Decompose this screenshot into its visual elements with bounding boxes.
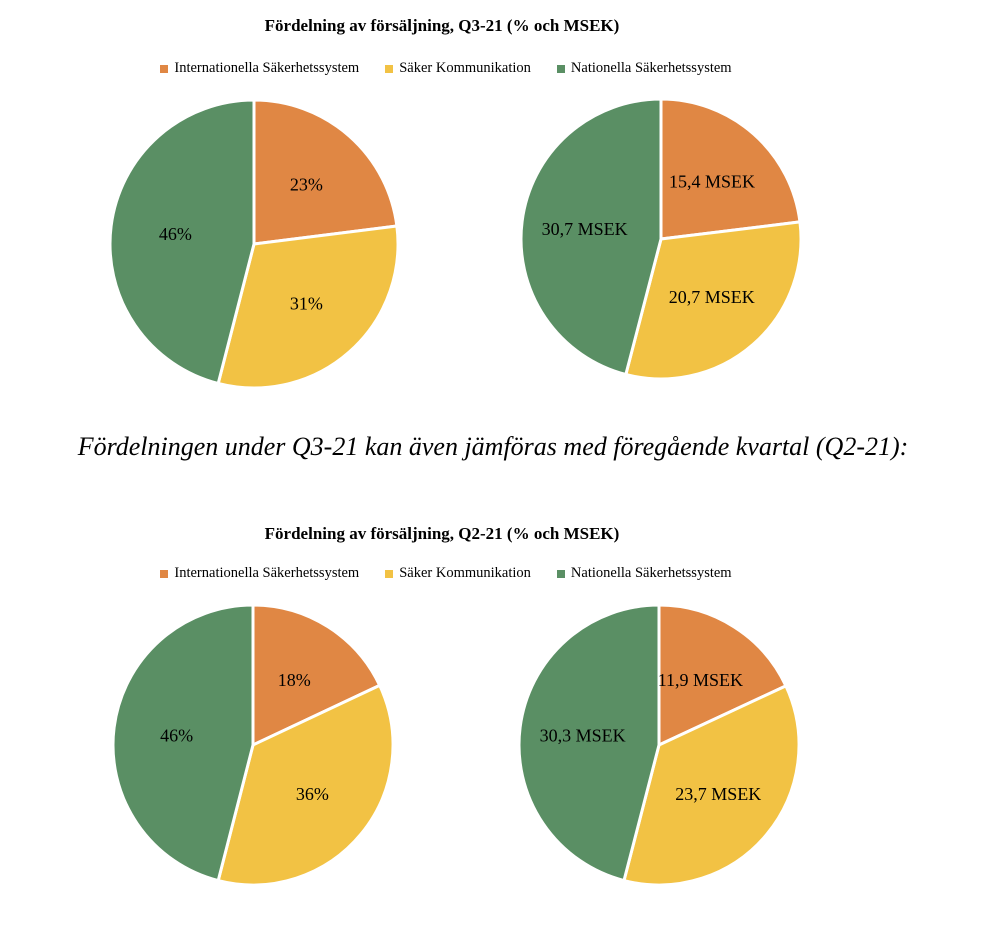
- data-label-international: 23%: [289, 174, 323, 195]
- legend-swatch-national: [557, 65, 565, 73]
- data-label-national: 30,7 MSEK: [541, 219, 628, 240]
- data-label-secure-comm: 36%: [295, 784, 329, 805]
- legend-swatch-secure-comm: [385, 65, 393, 73]
- comparison-note: Fördelningen under Q3-21 kan även jämföras med föregående kvartal (Q2-21):: [77, 432, 909, 461]
- legend-item-national: [557, 565, 732, 582]
- legend-item-national: [557, 60, 732, 77]
- pie-chart-q3-msek: [516, 94, 806, 384]
- pie-slice-international: [661, 99, 800, 239]
- legend-swatch-international: [160, 65, 168, 73]
- legend-swatch-secure-comm: [385, 570, 393, 578]
- legend-swatch-international: [160, 570, 168, 578]
- legend-label-national: Nationella Säkerhetssystem: [570, 565, 732, 581]
- pie-chart-q2-msek: [514, 600, 804, 890]
- data-label-national: 46%: [158, 224, 192, 245]
- pie-chart-q2-percent: [108, 600, 398, 890]
- legend-label-national: Nationella Säkerhetssystem: [570, 60, 732, 76]
- legend-label-secure-comm: Säker Kommunikation: [399, 60, 531, 76]
- data-label-international: 11,9 MSEK: [657, 670, 744, 691]
- chart-title-q3: Fördelning av försäljning, Q3-21 (% och MSEK): [264, 16, 620, 35]
- data-label-secure-comm: 23,7 MSEK: [675, 784, 762, 805]
- legend-q3: [0, 60, 892, 77]
- data-label-international: 15,4 MSEK: [669, 171, 756, 192]
- pie-slice-international: [254, 100, 397, 244]
- legend-swatch-national: [557, 570, 565, 578]
- legend-q2: [0, 565, 892, 582]
- legend-label-secure-comm: Säker Kommunikation: [399, 565, 531, 581]
- data-label-international: 18%: [277, 669, 311, 690]
- data-label-secure-comm: 20,7 MSEK: [668, 286, 755, 307]
- chart-title-q2: Fördelning av försäljning, Q2-21 (% och MSEK): [264, 524, 620, 543]
- legend-item-secure-comm: [385, 60, 531, 77]
- data-label-secure-comm: 31%: [289, 293, 323, 314]
- data-label-national: 30,3 MSEK: [539, 725, 626, 746]
- pie-chart-q3-percent: [104, 94, 404, 394]
- legend-item-secure-comm: [385, 565, 531, 582]
- legend-label-international: Internationella Säkerhetssystem: [174, 565, 360, 581]
- legend-label-international: Internationella Säkerhetssystem: [174, 60, 360, 76]
- legend-item-international: [160, 565, 359, 582]
- data-label-national: 46%: [160, 725, 194, 746]
- legend-item-international: [160, 60, 359, 77]
